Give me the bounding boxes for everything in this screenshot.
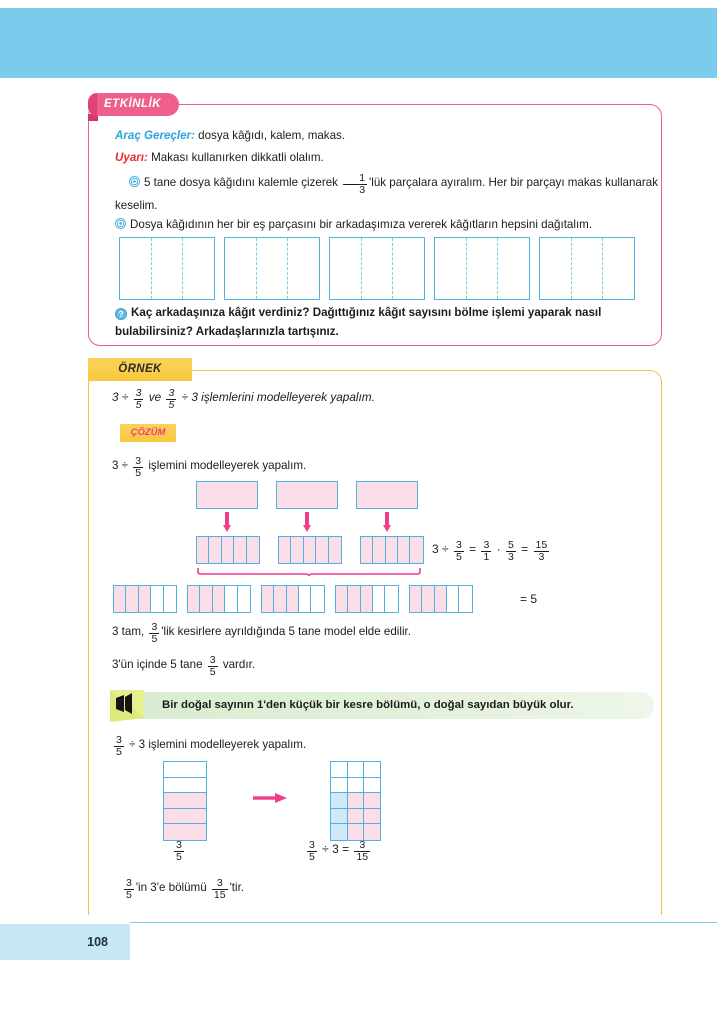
fraction-f3: $\frac{5}{3}$ <box>507 539 514 564</box>
model-fifths-bar <box>360 536 424 564</box>
step1-text-after: 'lük parçalara ayıralım. Her bir parçayı makas kullanarak keselim. <box>115 176 658 213</box>
step2-text: Dosya kâğıdının her bir eş parçasını bir arkadaşımıza vererek kâğıtların hepsini dağıtalım. <box>130 218 593 231</box>
materials-row <box>115 129 345 142</box>
step1-text-before: 5 tane dosya kâğıdını kalemle çizerek <box>144 176 342 190</box>
example-title-part1: 3 ÷ <box>112 390 132 405</box>
solution-badge: ÇÖZÜM <box>120 424 176 442</box>
example-title <box>112 388 375 411</box>
model-mid-bars <box>196 536 424 564</box>
materials-text: dosya kâğıdı, kalem, makas. <box>194 129 346 142</box>
grid-row <box>331 809 380 825</box>
main-equation <box>432 540 551 563</box>
grid-row <box>331 762 380 778</box>
grid-row <box>331 824 380 840</box>
solution-line-b <box>112 622 411 645</box>
left-grid-label <box>172 840 186 863</box>
equation-result: = 5 <box>520 592 538 606</box>
example-title-part3: ÷ 3 işlemlerini modelleyerek yapalım. <box>178 390 375 405</box>
warning-row <box>115 151 324 164</box>
paper-sheet <box>434 237 530 300</box>
eq-sign-2: = <box>517 542 532 557</box>
model-fifths-bar <box>278 536 342 564</box>
fraction-f4: $\frac{15}{3}$ <box>535 539 548 564</box>
footer-divider <box>130 922 717 923</box>
model-fifths-bar <box>196 536 260 564</box>
model-group-bar <box>113 585 177 613</box>
model-brace <box>197 567 421 576</box>
materials-label: Araç Gereçler: <box>115 129 195 142</box>
eq-dot: · <box>493 542 504 557</box>
line-c-pre: 3'ün içinde 5 tane <box>112 658 206 672</box>
line-b-pre: 3 tam, <box>112 625 148 639</box>
model-left-grid <box>163 761 207 841</box>
activity-badge: ETKİNLİK <box>88 93 179 116</box>
grid-row <box>331 793 380 809</box>
line-e-post: 'tir. <box>229 881 245 895</box>
arrow-right-icon <box>253 793 287 803</box>
warning-label: Uyarı: <box>115 151 148 164</box>
model-group-bar <box>187 585 251 613</box>
question-mark-icon: ? <box>115 308 127 320</box>
solution-line-e <box>122 878 244 901</box>
fraction-f1: $\frac{3}{5}$ <box>455 539 462 564</box>
fraction-three-fifteenths: $\frac{3}{15}$ <box>213 877 226 902</box>
right-grid-equation <box>305 840 372 863</box>
model-whole-bar <box>196 481 258 509</box>
bullet-circle-icon <box>129 176 140 187</box>
fraction-three-fifths: $\frac{3}{5}$ <box>151 621 158 646</box>
fraction-three-fifteenths: $\frac{3}{15}$ <box>356 839 369 864</box>
page-header-band <box>0 8 717 78</box>
paper-sheet <box>119 237 215 300</box>
right-eq-mid: ÷ 3 = <box>318 842 353 857</box>
paper-sheet <box>329 237 425 300</box>
grid-row <box>164 824 206 840</box>
line-d-post: ÷ 3 işlemini modelleyerek yapalım. <box>125 738 307 752</box>
solution-line-c <box>112 655 255 678</box>
grid-row <box>164 778 206 794</box>
fraction-three-fifths: $\frac{3}{5}$ <box>209 654 216 679</box>
model-group-bar <box>335 585 399 613</box>
rule-callout: Bir doğal sayının 1'den küçük bir kesre bölümü, o doğal sayıdan büyük olur. <box>140 692 654 719</box>
paper-sheet <box>539 237 635 300</box>
bullet-circle-icon <box>115 218 126 229</box>
megaphone-icon <box>108 688 146 724</box>
line-e-mid: 'in 3'e bölümü <box>135 881 210 895</box>
fraction-three-fifths: $\frac{3}{5}$ <box>135 387 142 412</box>
line-a-pre: 3 ÷ <box>112 459 132 473</box>
fraction-f2: $\frac{3}{1}$ <box>483 539 490 564</box>
paper-sheet <box>224 237 320 300</box>
fraction-three-fifths: $\frac{3}{5}$ <box>309 839 315 864</box>
grid-row <box>164 809 206 825</box>
fraction-three-fifths: $\frac{3}{5}$ <box>168 387 175 412</box>
line-a-post: işlemini modelleyerek yapalım. <box>145 459 307 473</box>
activity-box <box>88 104 662 346</box>
model-bottom-bars <box>113 585 473 613</box>
warning-text: Makası kullanırken dikkatli olalım. <box>147 151 324 164</box>
model-group-bar <box>409 585 473 613</box>
grid-row <box>331 778 380 794</box>
model-right-grid <box>330 761 381 841</box>
example-title-part2: ve <box>145 390 165 405</box>
model-whole-bar <box>276 481 338 509</box>
model-whole-bar <box>356 481 418 509</box>
activity-step-2 <box>115 215 663 234</box>
line-c-post: vardır. <box>219 658 256 672</box>
paper-sheets-row <box>119 237 635 300</box>
fraction-one-third: $\frac{1}{3}$ <box>343 173 367 196</box>
eq-lhs: 3 ÷ <box>432 542 452 557</box>
fraction-three-fifths: $\frac{3}{5}$ <box>126 877 132 902</box>
page-number: 108 <box>0 924 130 960</box>
grid-row <box>164 793 206 809</box>
fraction-three-fifths: $\frac{3}{5}$ <box>116 734 122 759</box>
question-text: Kaç arkadaşınıza kâğıt verdiniz? Dağıttığınız kâğıt sayısını bölme işlemi yaparak nasıl bulabilirsiniz? Arkadaşlarınızla tartışınız. <box>115 306 602 338</box>
solution-line-a <box>112 456 306 479</box>
example-badge: ÖRNEK <box>88 358 192 381</box>
solution-line-d <box>112 735 306 758</box>
model-group-bar <box>261 585 325 613</box>
activity-step-1 <box>115 173 663 215</box>
activity-question <box>115 303 663 341</box>
grid-row <box>164 762 206 778</box>
model-top-bars <box>196 481 418 509</box>
fraction-three-fifths: $\frac{3}{5}$ <box>135 455 142 480</box>
line-b-post: 'lik kesirlere ayrıldığında 5 tane model elde edilir. <box>161 625 411 639</box>
eq-sign-1: = <box>465 542 480 557</box>
fraction-three-fifths: $\frac{3}{5}$ <box>176 839 182 864</box>
